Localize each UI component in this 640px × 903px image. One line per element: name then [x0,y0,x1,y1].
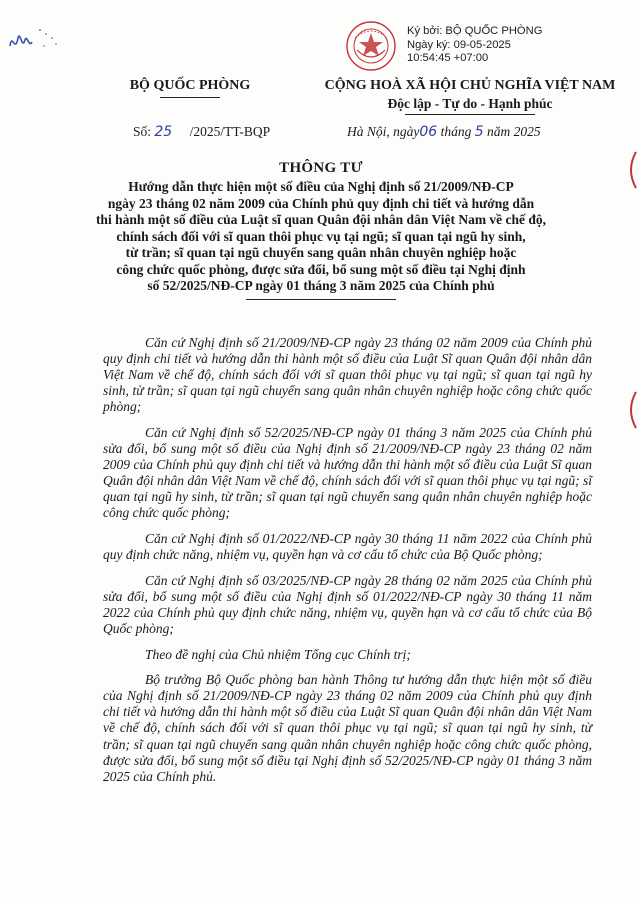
date-day: 06 [419,124,438,140]
organization-underline [160,97,220,98]
date-place: Hà Nội, ngày [347,124,420,139]
body-paragraph: Căn cứ Nghị định số 01/2022/NĐ-CP ngày 30 tháng 11 năm 2022 của Chính phủ quy định chức năng, nhiệm vụ, quyền hạn và cơ cấu tổ chức của Bộ Quốc phòng; [103,531,592,563]
title-line: thi hành một số điều của Luật sĩ quan Quân đội nhân dân Việt Nam về chế độ, [95,212,547,227]
date-year: năm 2025 [487,124,541,139]
document-body [103,335,592,794]
signer-name: Ký bởi: BỘ QUỐC PHÒNG [407,25,543,37]
doc-number-handwritten: 25 [154,124,173,140]
title-line: từ trần; sĩ quan tại ngũ chuyển sang quân nhân chuyên nghiệp hoặc [125,245,517,260]
motto-underline [405,114,535,115]
country-name: CỘNG HOÀ XÃ HỘI CHỦ NGHĨA VIỆT NAM [324,78,616,93]
body-paragraph: Căn cứ Nghị định số 52/2025/NĐ-CP ngày 01 tháng 3 năm 2025 của Chính phủ sửa đổi, bổ sung một số điều của Nghị định số 21/2009/NĐ-CP ngày 23 tháng 02 năm 2009 của Chính phủ quy định chi tiết và hướng dẫn thi hành một số điều của Luật Sĩ quan Quân đội nhân dân Việt Nam về chế độ, chính sách đối với sĩ quan thôi phục vụ tại ngũ; sĩ quan tại ngũ hy sinh, từ trần; sĩ quan tại ngũ chuyển sang quân nhân chuyên nghiệp hoặc công chức quốc phòng; [103,424,592,521]
issuing-organization [105,78,275,98]
body-paragraph: Căn cứ Nghị định số 21/2009/NĐ-CP ngày 23 tháng 02 năm 2009 của Chính phủ quy định chi tiết và hướng dẫn thi hành một số điều của Luật Sĩ quan Quân đội nhân dân Việt Nam về chế độ, chính sách đối với sĩ quan thôi phục vụ tại ngũ; sĩ quan tại ngũ hy sinh, từ trần; sĩ quan tại ngũ chuyển sang quân nhân chuyên nghiệp hoặc công chức quốc phòng; [103,335,592,415]
title-underline [246,299,396,300]
national-motto: Độc lập - Tự do - Hạnh phúc [387,96,553,111]
document-title-block [95,160,547,300]
doc-number-suffix: /2025/TT-BQP [189,124,271,139]
national-header [300,78,640,115]
doc-number-prefix: Số: [133,124,152,139]
document-number [133,124,270,140]
document-type: THÔNG TƯ [279,160,363,176]
title-line: Hướng dẫn thực hiện một số điều của Nghị định số 21/2009/NĐ-CP [128,179,514,194]
sign-time: 10:54:45 +07:00 [407,52,489,64]
title-line: công chức quốc phòng, được sửa đổi, bổ sung một số điều tại Nghị định [116,261,526,277]
digital-signature-info [407,25,542,66]
date-month: 5 [474,124,484,140]
title-line: chính sách đối với sĩ quan thôi phục vụ tại ngũ; sĩ quan tại ngũ hy sinh, [116,228,526,244]
date-month-label: tháng [440,124,472,139]
handwritten-mark-icon [6,24,66,64]
state-seal-icon [345,20,397,72]
title-line: số 52/2025/NĐ-CP ngày 01 tháng 3 năm 2025 của Chính phủ [147,278,495,293]
organization-name: BỘ QUỐC PHÒNG [129,78,251,93]
margin-stamp-mark-icon [622,150,640,190]
body-paragraph: Bộ trưởng Bộ Quốc phòng ban hành Thông tư hướng dẫn thực hiện một số điều của Nghị định số 21/2009/NĐ-CP ngày 23 tháng 02 năm 2009 của Chính phủ quy định chi tiết và hướng dẫn thi hành một số điều của Luật Sĩ quan Quân đội nhân dân Việt Nam về chế độ, chính sách đối với sĩ quan thôi phục vụ tại ngũ; sĩ quan tại ngũ hy sinh, từ trần; sĩ quan tại ngũ chuyển sang quân nhân chuyên nghiệp hoặc công chức quốc phòng, được sửa đổi, bổ sung một số điều tại Nghị định số 52/2025/NĐ-CP ngày 01 tháng 3 năm 2025 của Chính phủ. [103,672,592,784]
body-paragraph: Căn cứ Nghị định số 03/2025/NĐ-CP ngày 28 tháng 02 năm 2025 của Chính phủ sửa đổi, bổ sung một số điều của Nghị định số 01/2022/NĐ-CP ngày 30 tháng 11 năm 2022 của Chính phủ quy định chức năng, nhiệm vụ, quyền hạn và cơ cấu tổ chức của Bộ Quốc phòng; [103,572,592,636]
sign-date: Ngày ký: 09-05-2025 [407,38,511,51]
document-date [347,124,541,140]
document-title [95,179,547,295]
margin-stamp-mark-icon [622,390,640,430]
body-paragraph: Theo đề nghị của Chủ nhiệm Tổng cục Chính trị; [145,646,411,662]
title-line: ngày 23 tháng 02 năm 2009 của Chính phủ quy định chi tiết và hướng dẫn [107,195,535,211]
